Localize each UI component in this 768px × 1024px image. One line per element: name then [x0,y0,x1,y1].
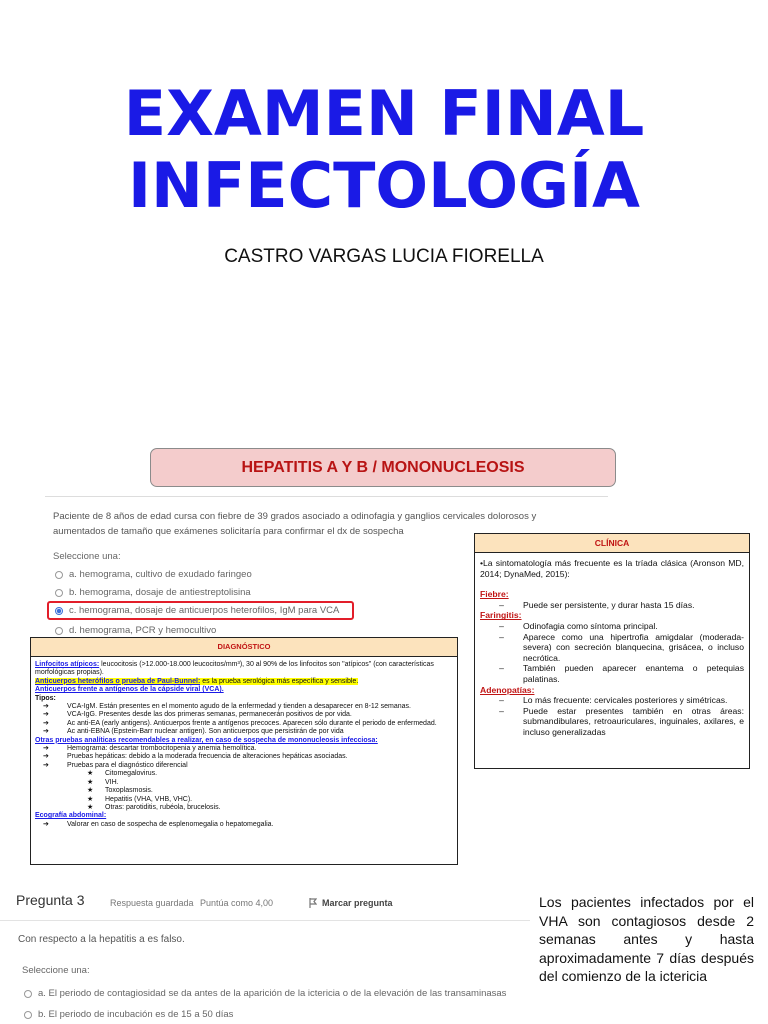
otras-list [35,745,451,812]
list-item: – Puede ser persistente, y durar hasta 15 días. [480,600,744,611]
paul-text: es la prueba serológica más específica y sensible. [200,677,359,685]
linfocitos-line [35,661,451,678]
star-icon: ★ [87,778,94,786]
star-icon: ★ [87,795,94,803]
diagnostico-box [30,637,458,865]
clinica-box [474,533,750,769]
list-item-text: Pruebas para el diagnóstico diferencial [67,761,188,769]
option-label: b. hemograma, dosaje de antiestreptolisina [69,587,251,598]
arrow-icon: ➔ [43,711,49,719]
question-1-option-b[interactable] [55,587,251,598]
arrow-icon: ➔ [43,703,49,711]
question-1-option-c[interactable] [55,605,339,616]
list-item-text: Hepatitis (VHA, VHB, VHC). [105,795,193,803]
radio-icon[interactable] [55,627,63,635]
question-3-select-label: Seleccione una: [22,965,90,976]
question-1-text: Paciente de 8 años de edad cursa con fiebre de 39 grados asociado a odinofagia y ganglios cervicales dolorosos y aumentados de tamaño que exámenes solicitaría para confirmar el dx de sospecha [53,511,537,537]
list-item [35,804,451,812]
star-icon: ★ [87,770,94,778]
arrow-icon: ➔ [43,820,49,828]
list-item-text: Valorar en caso de sospecha de esplenomegalia o hepatomegalia. [67,820,274,828]
star-icon: ★ [87,787,94,795]
list-item [35,821,451,829]
list-item [35,745,451,753]
question-3-title: Pregunta 3 [16,892,85,908]
list-item-text: Toxoplasmosis. [105,787,153,795]
star-icon: ★ [87,803,94,811]
radio-icon[interactable] [24,1011,32,1019]
question-3-status: Respuesta guardada [110,898,194,908]
question-3-score: Puntúa como 4,00 [200,898,274,908]
list-item-text: Aparece como una hipertrofia amigdalar (moderada-severa) con secreción blanquecina, grisácea, o incluso necrótica. [523,631,744,663]
side-note: Los pacientes infectados por el VHA son contagiosos desde 2 semanas antes y hasta aproximadamente 7 días después del comienzo de la ictericia [539,894,754,985]
list-item-text: Hemograma: descartar trombocitopenia y anemia hemolítica. [67,745,257,753]
fiebre-label: Fiebre: [480,589,509,600]
list-item [35,728,451,736]
diagnostico-heading: DIAGNÓSTICO [31,638,457,657]
option-label: a. hemograma, cultivo de exudado faringeo [69,569,252,580]
faringitis-label: Faringitis: [480,610,522,621]
linfocitos-text: leucocitosis (>12.000-18.000 leucocitos/mm³), 30 al 90% de los linfocitos son "atípicos" (con características morfológicas propias). [35,661,434,677]
flag-icon[interactable] [309,898,317,908]
list-item-text: Ac anti-EBNA (Epstein-Barr nuclear antigen). Son anticuerpos que persistirán de por vida [67,728,344,736]
question-3-panel [0,878,530,1024]
question-3-option-a[interactable] [24,988,506,999]
question-3-text: Con respecto a la hepatitis a es falso. [18,934,185,945]
author-name: CASTRO VARGAS LUCIA FIORELLA [224,246,544,267]
arrow-icon: ➔ [43,753,49,761]
list-item-text: Pruebas hepáticas: debido a la moderada frecuencia de alteraciones hepáticas asociadas. [67,753,348,761]
list-item-text: Otras: parotiditis, rubéola, brucelosis. [105,803,221,811]
otras-label: Otras pruebas analíticas recomendables a realizar, en caso de sospecha de mononucleosis infecciosa: [35,736,378,744]
list-item: – Lo más frecuente: cervicales posteriores y simétricas. [480,695,744,706]
list-item [35,779,451,787]
linfocitos-label: Linfocitos atípicos: [35,661,100,668]
page-title [0,78,768,222]
tipos-list [35,703,451,737]
topic-banner: HEPATITIS A Y B / MONONUCLEOSIS [150,448,616,487]
option-label: b. El periodo de incubación es de 15 a 50 días [38,1009,234,1020]
radio-icon[interactable] [55,589,63,597]
question-1-option-d[interactable] [55,625,216,636]
paul-line [35,678,451,686]
question-divider [45,496,608,497]
arrow-icon: ➔ [43,745,49,753]
list-item [35,796,451,804]
question-3-option-b[interactable] [24,1009,233,1020]
list-item: – Aparece como una hipertrofia amigdalar (moderada-severa) con secreción blanquecina, grisácea, o incluso necrótica. [499,631,744,663]
radio-icon[interactable] [24,990,32,998]
paul-label: Anticuerpos heterófilos o prueba de Paul-Bunnel: [35,677,201,685]
list-item [35,703,451,711]
ecografia-label: Ecografía abdominal: [35,812,107,820]
list-item [35,787,451,795]
list-item-text: Ac anti-EA (early antigens). Anticuerpos frente a antígenos precoces. Aparecen sólo durante el periodo de enfermedad. [67,719,437,727]
list-item-text: VCA-IgG. Presentes desde las dos primeras semanas, permanecerán positivos de por vida. [67,711,352,719]
option-label: c. hemograma, dosaje de anticuerpos heterofilos, IgM para VCA [69,605,340,616]
list-item: – Odinofagia como síntoma principal. [480,621,744,632]
option-label: a. El periodo de contagiosidad se da antes de la aparición de la ictericia o de la elevación de las transaminasas [38,988,507,999]
list-item [35,720,451,728]
list-item-text: VIH. [105,778,119,786]
question-3-divider [0,920,530,921]
adenopatias-label: Adenopatías: [480,684,535,695]
list-item-text: Citomegalovirus. [105,770,158,778]
list-item-text: Puede estar presentes también en otras áreas: submandibulares, retroauriculares, inguinales, axilares, e incluso generalizadas [523,705,744,737]
clinica-heading: CLÍNICA [475,534,749,553]
tipos-label: Tipos: [35,694,56,702]
clinica-intro: •La sintomatología más frecuente es la tríada clásica (Aronson MD, 2014; DynaMed, 2015): [480,558,744,579]
radio-selected-icon[interactable] [55,607,63,615]
flag-question-link[interactable]: Marcar pregunta [322,898,393,908]
list-item-text: Odinofagia como síntoma principal. [523,620,658,631]
list-item: – También pueden aparecer enantema o petequias palatinas. [499,663,744,684]
list-item [35,762,451,770]
list-item: – Puede estar presentes también en otras áreas: submandibulares, retroauriculares, inguinales, axilares, e incluso generalizadas [499,705,744,737]
list-item [35,770,451,778]
list-item [35,711,451,719]
title-line-1: EXAMEN FINAL [123,77,645,150]
arrow-icon: ➔ [43,728,49,736]
list-item-text: Puede ser persistente, y durar hasta 15 días. [523,599,695,610]
option-label: d. hemograma, PCR y hemocultivo [69,625,217,636]
question-1-select-label: Seleccione una: [53,551,121,562]
list-item-text: Lo más frecuente: cervicales posteriores y simétricas. [523,695,728,706]
title-line-2: INFECTOLOGÍA [127,149,641,222]
list-item [35,753,451,761]
radio-icon[interactable] [55,571,63,579]
arrow-icon: ➔ [43,761,49,769]
list-item-text: También pueden aparecer enantema o petequias palatinas. [523,663,744,684]
vca-label: Anticuerpos frente a antígenos de la cápside viral (VCA). [35,686,224,694]
list-item-text: VCA-IgM. Están presentes en el momento agudo de la enfermedad y tienden a desaparecer en 8-12 semanas. [67,703,411,711]
arrow-icon: ➔ [43,719,49,727]
question-1-option-a[interactable] [55,569,252,580]
